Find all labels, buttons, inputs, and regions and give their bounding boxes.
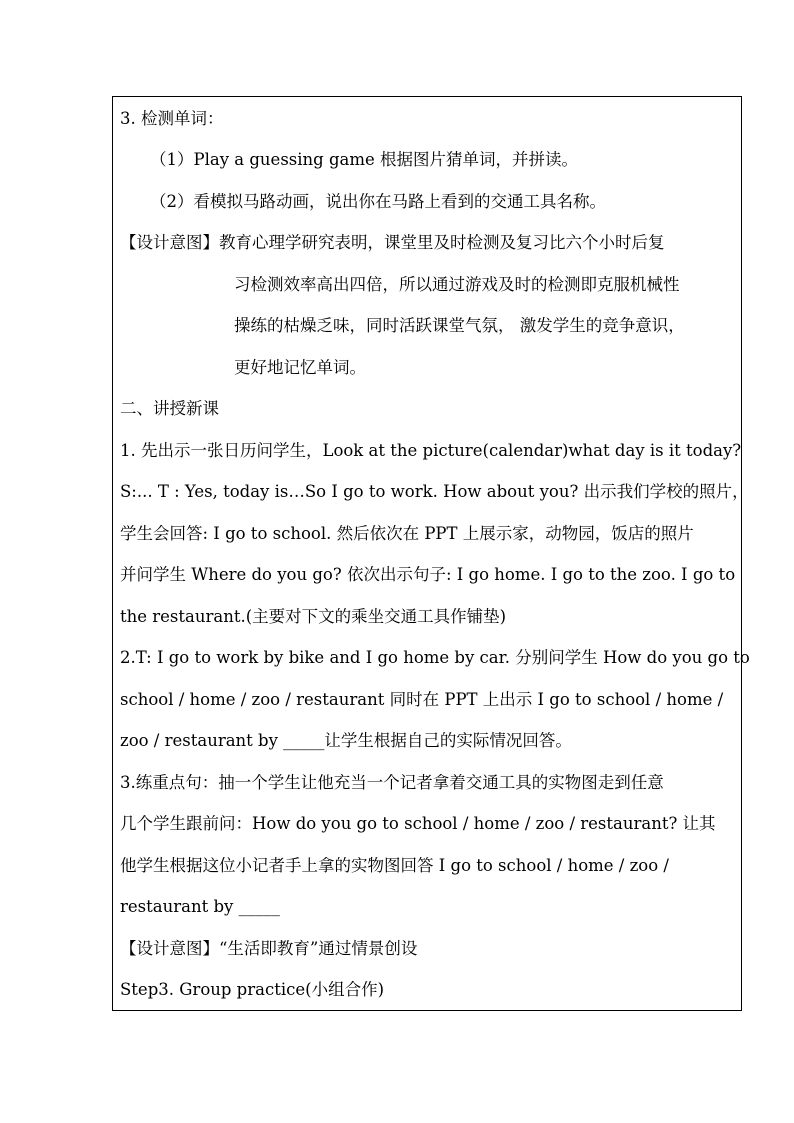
guessing-game-step: （1）Play a guessing game 根据图片猜单词，并拼读。 (150, 150, 579, 169)
section-heading-new-lesson: 二、讲授新课 (120, 399, 219, 418)
design-intent-life-education: 【设计意图】“生活即教育”通过情景创设 (120, 939, 418, 958)
design-intent-paragraph-line-3: 操练的枯燥乏味，同时活跃课堂气氛， 激发学生的竞争意识， (234, 316, 685, 335)
lesson-text-line-11: 他学生根据这位小记者手上拿的实物图回答 I go to school / home / zoo / (120, 856, 669, 875)
design-intent-paragraph-line-1: 【设计意图】教育心理学研究表明，课堂里及时检测及复习比六个小时后复 (120, 233, 665, 252)
section-heading-check-words: 3. 检测单词： (120, 109, 224, 128)
road-animation-step: （2）看模拟马路动画，说出你在马路上看到的交通工具名称。 (150, 192, 606, 211)
design-intent-paragraph-line-4: 更好地记忆单词。 (234, 358, 366, 377)
lesson-text-line-6: 2.T: I go to work by bike and I go home by car. 分别问学生 How do you go to (120, 648, 750, 667)
lesson-text-line-8: zoo / restaurant by _____让学生根据自己的实际情况回答。 (120, 731, 572, 750)
lesson-text-line-12: restaurant by _____ (120, 897, 280, 916)
lesson-text-line-4: 并问学生 Where do you go? 依次出示句子: I go home. I go to the zoo. I go to (120, 565, 736, 584)
lesson-text-line-10: 几个学生跟前问：How do you go to school / home / zoo / restaurant? 让其 (120, 814, 716, 833)
lesson-text-line-3: 学生会回答: I go to school. 然后依次在 PPT 上展示家，动物园，饭店的照片 (120, 524, 694, 543)
lesson-text-line-1: 1. 先出示一张日历问学生，Look at the picture(calendar)what day is it today? (120, 441, 742, 460)
lesson-text-line-2: S:... T : Yes, today is…So I go to work. How about you? 出示我们学校的照片， (120, 482, 749, 501)
step3-group-practice: Step3. Group practice(小组合作) (120, 980, 384, 999)
design-intent-paragraph-line-2: 习检测效率高出四倍，所以通过游戏及时的检测即克服机械性 (234, 275, 680, 294)
lesson-text-line-9: 3.练重点句：抽一个学生让他充当一个记者拿着交通工具的实物图走到任意 (120, 773, 664, 792)
lesson-text-line-5: the restaurant.(主要对下文的乘坐交通工具作铺垫) (120, 607, 507, 626)
lesson-text-line-7: school / home / zoo / restaurant 同时在 PPT 上出示 I go to school / home / (120, 690, 724, 709)
